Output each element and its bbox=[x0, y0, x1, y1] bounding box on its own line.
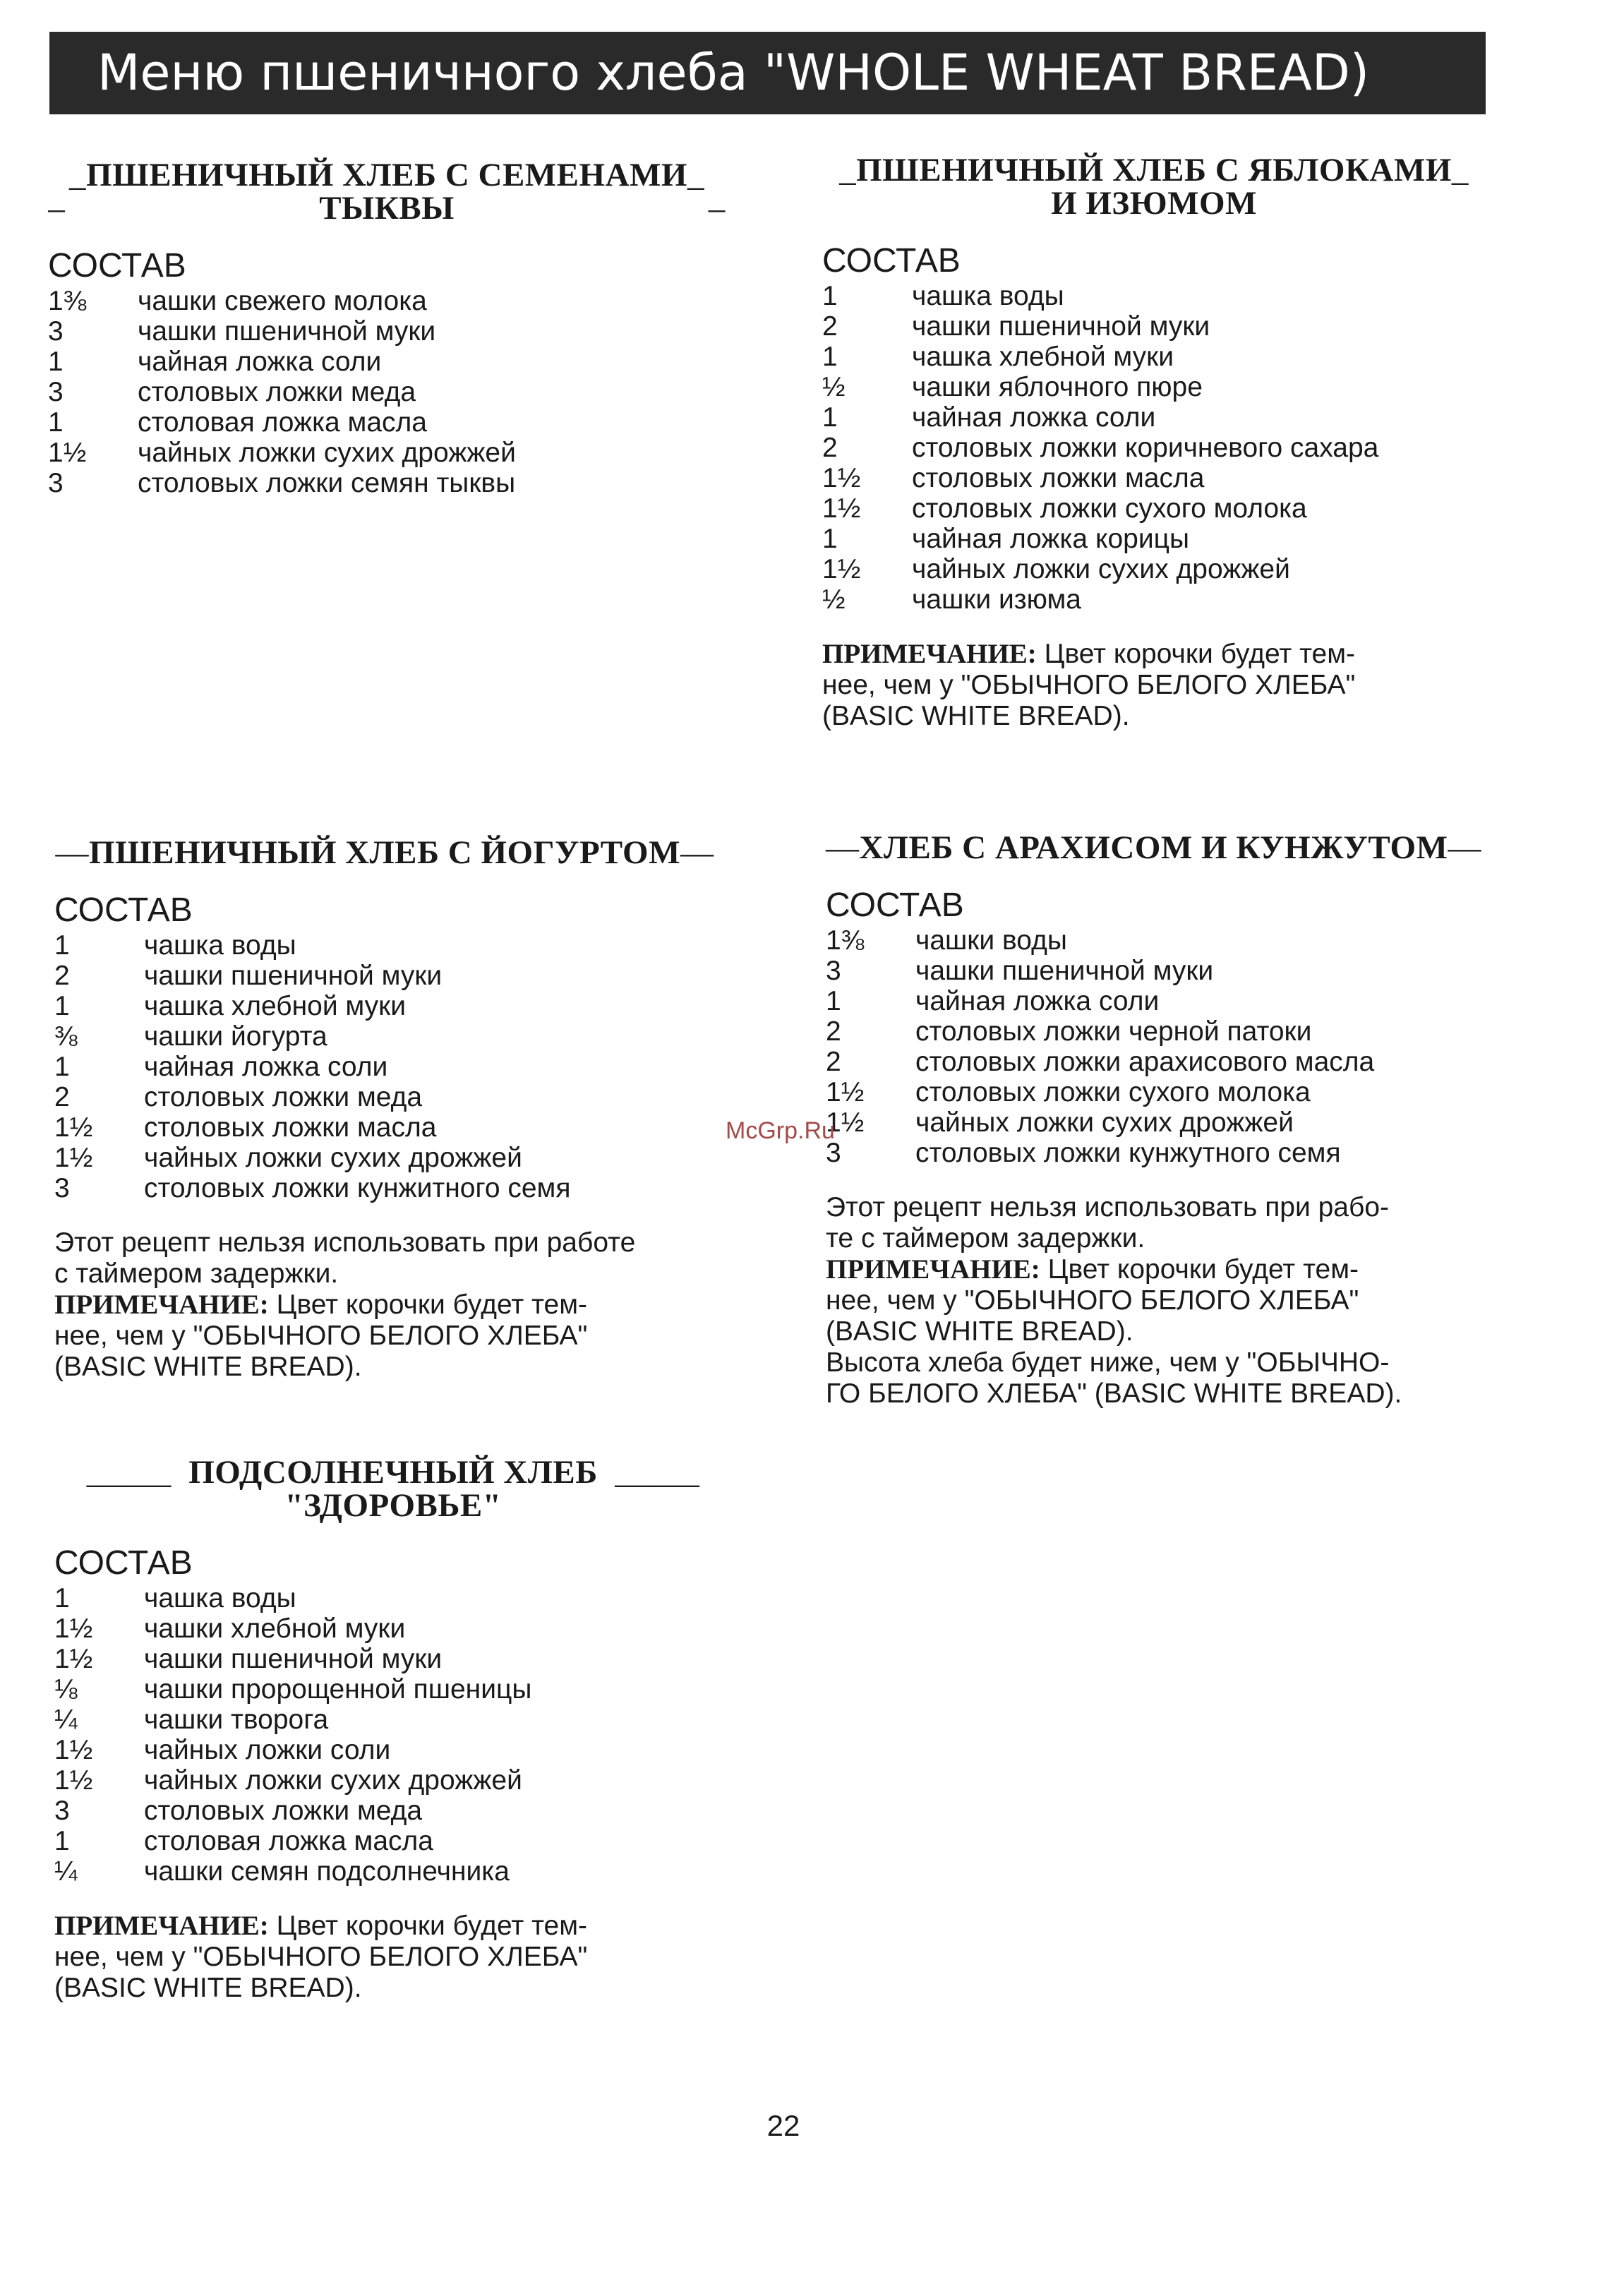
ingredient-name: чайных ложки сухих дрожжей bbox=[138, 438, 516, 468]
ingredient-qty: 2 bbox=[826, 1016, 841, 1047]
ingredient-qty: 3 bbox=[826, 956, 841, 986]
timer-line: Этот рецепт нельзя использовать при рабо- bbox=[826, 1192, 1390, 1222]
ingredient-row bbox=[826, 956, 1503, 986]
ingredient-name: чайная ложка соли bbox=[144, 1052, 388, 1082]
ingredient-row bbox=[822, 524, 1486, 554]
recipe-sunflower bbox=[54, 1456, 732, 2004]
ingredient-name: столовых ложки масла bbox=[144, 1112, 437, 1143]
ingredient-row bbox=[822, 433, 1486, 463]
ingredient-name: столовых ложки кунжитного семя bbox=[144, 1173, 571, 1203]
ingredient-qty: 1½ bbox=[822, 463, 861, 493]
ingredient-qty: 1½ bbox=[822, 554, 861, 584]
ingredient-qty: 1 bbox=[822, 342, 838, 372]
ingredient-name: чашки пшеничной муки bbox=[144, 961, 443, 991]
ingredient-row bbox=[54, 1583, 732, 1613]
ingredient-name: столовых ложки семян тыквы bbox=[138, 468, 516, 498]
ingredient-qty: ¼ bbox=[54, 1705, 78, 1735]
ingredient-name: чайная ложка корицы bbox=[912, 524, 1189, 554]
recipe-title-line1: ПШЕНИЧНЫЙ ХЛЕБ С СЕМЕНАМИ bbox=[86, 157, 687, 193]
ingredient-qty: 1 bbox=[826, 986, 841, 1016]
recipe-apple bbox=[822, 154, 1486, 732]
ingredient-row bbox=[54, 1143, 730, 1173]
timer-warning bbox=[39, 1227, 730, 1383]
extra-line: Высота хлеба будет ниже, чем у "ОБЫЧНО- bbox=[826, 1347, 1390, 1378]
ingredient-row bbox=[822, 281, 1486, 311]
ingredient-name: чашки пшеничной муки bbox=[912, 311, 1210, 342]
ingredient-name: чашки яблочного пюре bbox=[912, 372, 1203, 402]
ingredient-qty: 1 bbox=[822, 402, 838, 433]
ingredient-name: чашки семян подсолнечника bbox=[144, 1856, 510, 1887]
ingredient-name: чашки творога bbox=[144, 1705, 329, 1735]
extra-line: ГО БЕЛОГО ХЛЕБА" (BASIC WHITE BREAD). bbox=[826, 1378, 1402, 1409]
ingredient-row bbox=[822, 554, 1486, 584]
note bbox=[822, 639, 1486, 732]
ingredient-list bbox=[48, 286, 726, 498]
ingredient-name: чайных ложки сухих дрожжей bbox=[912, 554, 1290, 584]
ingredient-qty: 3 bbox=[826, 1138, 841, 1168]
ingredient-list bbox=[54, 1583, 732, 1887]
ingredient-name: столовых ложки арахисового масла bbox=[915, 1047, 1375, 1077]
recipe-title-line2: И ИЗЮМОМ bbox=[1051, 185, 1257, 222]
ingredient-row bbox=[54, 1082, 730, 1112]
recipe-title-text: ХЛЕБ С АРАХИСОМ И КУНЖУТОМ bbox=[859, 829, 1448, 866]
ingredient-qty: 1½ bbox=[54, 1143, 93, 1173]
ingredient-name: чашки хлебной муки bbox=[144, 1613, 406, 1644]
ingredient-qty: 2 bbox=[822, 311, 838, 342]
sostav-label: СОСТАВ bbox=[826, 886, 964, 924]
ingredient-qty: 3 bbox=[48, 316, 64, 347]
ingredient-row bbox=[826, 1016, 1503, 1047]
timer-line: Этот рецепт нельзя использовать при работе bbox=[54, 1227, 636, 1258]
ingredient-qty: 1 bbox=[54, 1826, 70, 1856]
ingredient-qty: 3 bbox=[48, 468, 64, 498]
ingredient-qty: 3 bbox=[54, 1173, 70, 1203]
ingredient-qty: 1½ bbox=[54, 1765, 93, 1796]
note-line: (BASIC WHITE BREAD). bbox=[54, 1352, 362, 1382]
ingredient-qty: 2 bbox=[822, 433, 838, 463]
recipe-title: _____ ПОДСОЛНЕЧНЫЙ ХЛЕБ _____ "ЗДОРОВЬЕ" bbox=[86, 1454, 700, 1524]
ingredient-row bbox=[54, 930, 730, 961]
ingredient-name: столовая ложка масла bbox=[144, 1826, 433, 1856]
ingredient-row bbox=[48, 316, 726, 347]
ingredient-row bbox=[54, 1735, 732, 1765]
recipe-title: _ПШЕНИЧНЫЙ ХЛЕБ С СЕМЕНАМИ_ – ТЫКВЫ – bbox=[48, 157, 726, 227]
note-line: нее, чем у "ОБЫЧНОГО БЕЛОГО ХЛЕБА" bbox=[54, 1321, 588, 1351]
ingredient-row bbox=[822, 311, 1486, 342]
note-label: ПРИМЕЧАНИЕ: bbox=[826, 1254, 1040, 1285]
ingredient-row bbox=[48, 286, 726, 316]
ingredient-row bbox=[826, 1138, 1503, 1168]
ingredient-row bbox=[54, 991, 730, 1021]
ingredient-row bbox=[54, 1052, 730, 1082]
ingredient-name: столовых ложки кунжутного семя bbox=[915, 1138, 1341, 1168]
ingredient-qty: 1 bbox=[54, 930, 70, 961]
timer-line: с таймером задержки. bbox=[54, 1258, 339, 1289]
recipe-title: —ХЛЕБ С АРАХИСОМ И КУНЖУТОМ— bbox=[826, 829, 1481, 866]
recipe-title-line2: "ЗДОРОВЬЕ" bbox=[284, 1487, 502, 1524]
recipe-title-line2: ТЫКВЫ bbox=[319, 190, 455, 227]
ingredient-row bbox=[54, 1112, 730, 1143]
ingredient-name: чайная ложка соли bbox=[138, 347, 382, 377]
ingredient-row bbox=[822, 372, 1486, 402]
ingredient-name: чайных ложки соли bbox=[144, 1735, 391, 1765]
ingredient-qty: 1 bbox=[822, 524, 838, 554]
watermark: McGrp.Ru bbox=[726, 1117, 835, 1144]
ingredient-name: столовых ложки меда bbox=[144, 1082, 423, 1112]
ingredient-row bbox=[54, 1613, 732, 1644]
ingredient-qty: 3 bbox=[54, 1796, 70, 1826]
note-label: ПРИМЕЧАНИЕ: bbox=[54, 1911, 269, 1941]
note-label: ПРИМЕЧАНИЕ: bbox=[822, 639, 1037, 669]
ingredient-name: чашки воды bbox=[915, 925, 1067, 956]
recipe-yogurt bbox=[39, 836, 730, 1383]
timer-warning bbox=[826, 1192, 1503, 1410]
ingredient-name: чашки изюма bbox=[912, 584, 1081, 615]
ingredient-row bbox=[48, 407, 726, 438]
ingredient-row bbox=[54, 1765, 732, 1796]
note-label: ПРИМЕЧАНИЕ: bbox=[54, 1290, 269, 1320]
ingredient-name: чашка хлебной муки bbox=[912, 342, 1174, 372]
ingredient-qty: 3 bbox=[48, 377, 64, 407]
ingredient-row bbox=[826, 925, 1503, 956]
ingredient-qty: 2 bbox=[54, 961, 70, 991]
ingredient-list bbox=[826, 925, 1503, 1168]
ingredient-row bbox=[54, 1705, 732, 1735]
ingredient-name: столовых ложки коричневого сахара bbox=[912, 433, 1379, 463]
timer-line: те с таймером задержки. bbox=[826, 1223, 1145, 1254]
ingredient-qty: 1 bbox=[54, 1052, 70, 1082]
ingredient-qty: 1 bbox=[54, 991, 70, 1021]
sostav-label: СОСТАВ bbox=[822, 242, 961, 280]
note-line: Цвет корочки будет тем- bbox=[1044, 639, 1356, 669]
note-line: нее, чем у "ОБЫЧНОГО БЕЛОГО ХЛЕБА" bbox=[822, 670, 1356, 700]
ingredient-name: столовых ложки черной патоки bbox=[915, 1016, 1312, 1047]
ingredient-row bbox=[822, 402, 1486, 433]
ingredient-row bbox=[48, 377, 726, 407]
ingredient-name: чашки пшеничной муки bbox=[915, 956, 1214, 986]
ingredient-row bbox=[54, 1674, 732, 1705]
ingredient-qty: 1 bbox=[54, 1583, 70, 1613]
ingredient-row bbox=[48, 468, 726, 498]
note-line: Цвет корочки будет тем- bbox=[276, 1290, 588, 1320]
ingredient-row bbox=[54, 961, 730, 991]
ingredient-row bbox=[826, 1077, 1503, 1107]
ingredient-row bbox=[822, 342, 1486, 372]
ingredient-row bbox=[826, 1047, 1503, 1077]
ingredient-qty: 1½ bbox=[826, 1077, 865, 1107]
recipe-title: —ПШЕНИЧНЫЙ ХЛЕБ С ЙОГУРТОМ— bbox=[55, 834, 714, 871]
recipe-pumpkin bbox=[48, 159, 726, 498]
ingredient-name: чайных ложки сухих дрожжей bbox=[915, 1107, 1294, 1138]
ingredient-row bbox=[54, 1173, 730, 1203]
note bbox=[54, 1911, 732, 2004]
sostav-label: СОСТАВ bbox=[54, 891, 193, 929]
ingredient-name: чашки пшеничной муки bbox=[144, 1644, 443, 1674]
ingredient-qty: 1 bbox=[822, 281, 838, 311]
note-line: (BASIC WHITE BREAD). bbox=[54, 1973, 362, 2003]
page-header: Меню пшеничного хлеба "WHOLE WHEAT BREAD) bbox=[49, 32, 1486, 114]
ingredient-qty: ½ bbox=[822, 584, 846, 615]
ingredient-qty: 2 bbox=[826, 1047, 841, 1077]
ingredient-qty: 2 bbox=[54, 1082, 70, 1112]
ingredient-row bbox=[54, 1796, 732, 1826]
ingredient-row bbox=[48, 438, 726, 468]
ingredient-qty: 1½ bbox=[54, 1112, 93, 1143]
ingredient-qty: 1½ bbox=[54, 1613, 93, 1644]
ingredient-row bbox=[54, 1021, 730, 1052]
ingredient-name: столовых ложки меда bbox=[138, 377, 416, 407]
ingredient-qty: 1⅜ bbox=[48, 286, 87, 316]
ingredient-name: столовая ложка масла bbox=[138, 407, 427, 438]
ingredient-qty: ¼ bbox=[54, 1856, 78, 1887]
ingredient-row bbox=[822, 584, 1486, 615]
ingredient-row bbox=[54, 1826, 732, 1856]
note-line: (BASIC WHITE BREAD). bbox=[822, 701, 1130, 731]
ingredient-qty: 1½ bbox=[48, 438, 87, 468]
recipe-title-text: ПШЕНИЧНЫЙ ХЛЕБ С ЙОГУРТОМ bbox=[89, 834, 680, 871]
ingredient-row bbox=[54, 1856, 732, 1887]
ingredient-qty: 1⅜ bbox=[826, 925, 865, 956]
sostav-label: СОСТАВ bbox=[48, 247, 186, 284]
note-line: (BASIC WHITE BREAD). bbox=[826, 1316, 1133, 1347]
ingredient-qty: 1 bbox=[48, 407, 64, 438]
ingredient-row bbox=[48, 347, 726, 377]
ingredient-name: чашка воды bbox=[144, 1583, 296, 1613]
recipe-title-line1: ПОДСОЛНЕЧНЫЙ ХЛЕБ bbox=[188, 1454, 598, 1491]
ingredient-qty: ½ bbox=[822, 372, 846, 402]
ingredient-list bbox=[39, 930, 730, 1203]
note-line: нее, чем у "ОБЫЧНОГО БЕЛОГО ХЛЕБА" bbox=[826, 1285, 1359, 1316]
ingredient-qty: 1½ bbox=[822, 493, 861, 524]
ingredient-name: чайная ложка соли bbox=[915, 986, 1160, 1016]
ingredient-name: чайных ложки сухих дрожжей bbox=[144, 1765, 522, 1796]
recipe-title-line1: ПШЕНИЧНЫЙ ХЛЕБ С ЯБЛОКАМИ bbox=[856, 152, 1452, 188]
ingredient-name: чашка хлебной муки bbox=[144, 991, 407, 1021]
ingredient-qty: 1 bbox=[48, 347, 64, 377]
note-line: Цвет корочки будет тем- bbox=[1047, 1254, 1359, 1285]
ingredient-list bbox=[822, 281, 1486, 615]
ingredient-name: чашки пшеничной муки bbox=[138, 316, 436, 347]
ingredient-name: столовых ложки масла bbox=[912, 463, 1205, 493]
recipe-peanut bbox=[826, 831, 1503, 1410]
ingredient-name: чашки пророщенной пшеницы bbox=[144, 1674, 532, 1705]
ingredient-row bbox=[822, 463, 1486, 493]
sostav-label: СОСТАВ bbox=[54, 1544, 193, 1582]
ingredient-qty: 1½ bbox=[54, 1735, 93, 1765]
recipe-title: _ПШЕНИЧНЫЙ ХЛЕБ С ЯБЛОКАМИ_ И ИЗЮМОМ bbox=[839, 152, 1469, 222]
note-line: Цвет корочки будет тем- bbox=[276, 1911, 588, 1941]
ingredient-qty: 1½ bbox=[54, 1644, 93, 1674]
ingredient-row bbox=[826, 986, 1503, 1016]
ingredient-name: чайная ложка соли bbox=[912, 402, 1156, 433]
page-number: 22 bbox=[766, 2109, 800, 2142]
ingredient-row bbox=[822, 493, 1486, 524]
ingredient-qty: ⅜ bbox=[54, 1021, 78, 1052]
ingredient-qty: ⅛ bbox=[54, 1674, 78, 1705]
ingredient-name: столовых ложки сухого молока bbox=[915, 1077, 1311, 1107]
ingredient-name: столовых ложки меда bbox=[144, 1796, 423, 1826]
ingredient-name: чашка воды bbox=[144, 930, 296, 961]
ingredient-row bbox=[826, 1107, 1503, 1138]
ingredient-name: чайных ложки сухих дрожжей bbox=[144, 1143, 522, 1173]
ingredient-name: чашки йогурта bbox=[144, 1021, 327, 1052]
ingredient-name: столовых ложки сухого молока bbox=[912, 493, 1307, 524]
ingredient-qty: 1½ bbox=[826, 1107, 865, 1138]
ingredient-row bbox=[54, 1644, 732, 1674]
ingredient-name: чашка воды bbox=[912, 281, 1064, 311]
ingredient-name: чашки свежего молока bbox=[138, 286, 427, 316]
note-line: нее, чем у "ОБЫЧНОГО БЕЛОГО ХЛЕБА" bbox=[54, 1942, 588, 1972]
